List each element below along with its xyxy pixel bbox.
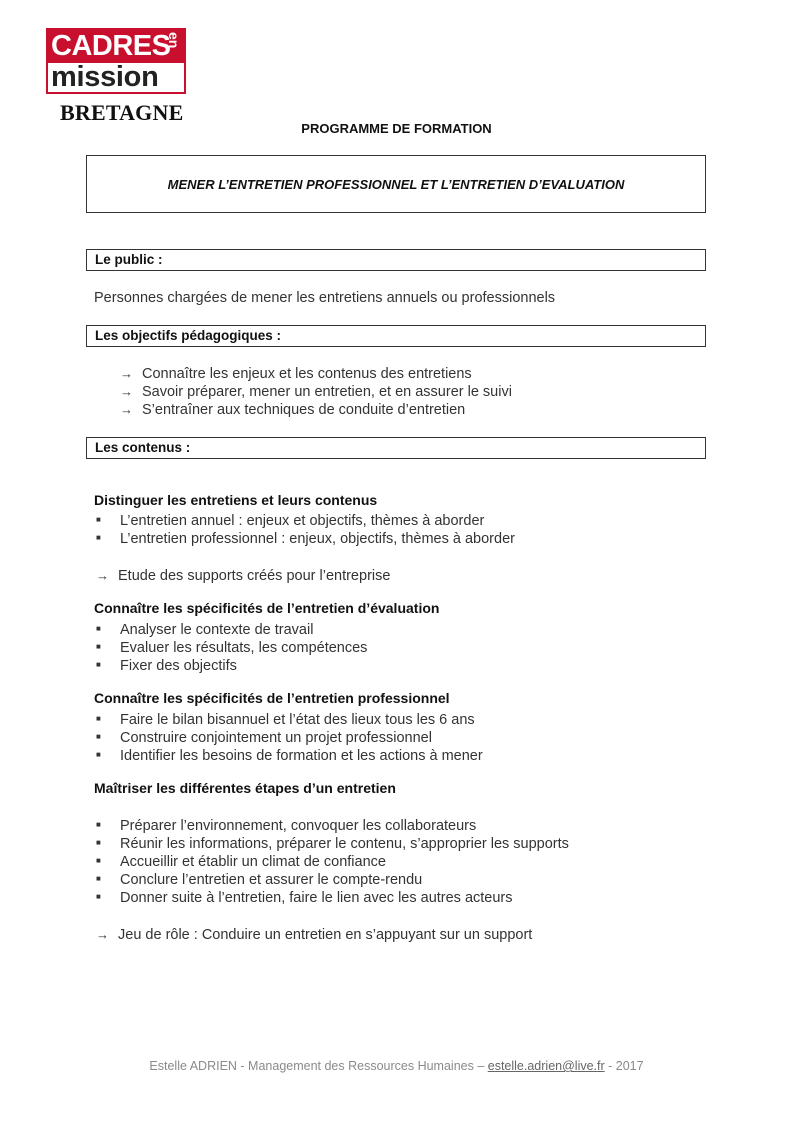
list-item: ■ Accueillir et établir un climat de confiance [96, 854, 386, 870]
arrow-note: → Jeu de rôle : Conduire un entretien en s’appuyant sur un support [96, 927, 533, 943]
bullet-icon: ■ [96, 713, 101, 723]
list-item: ■ Réunir les informations, préparer le contenu, s’approprier les supports [96, 836, 569, 852]
objective-item: → S’entraîner aux techniques de conduite d’entretien [120, 402, 466, 418]
list-item: ■ Analyser le contexte de travail [96, 622, 314, 638]
public-heading: Le public : [95, 252, 163, 267]
objective-item: → Savoir préparer, mener un entretien, et en assurer le suivi [120, 384, 512, 400]
bullet-icon: ■ [96, 514, 101, 524]
list-item: ■ L’entretien professionnel : enjeux, objectifs, thèmes à aborder [96, 531, 515, 547]
footer-suffix: - 2017 [604, 1059, 644, 1073]
bullet-icon: ■ [96, 641, 101, 651]
objective-item: → Connaître les enjeux et les contenus des entretiens [120, 366, 472, 382]
contents-heading-box [86, 437, 706, 459]
contents-heading: Les contenus : [95, 440, 191, 455]
bullet-icon: ■ [96, 837, 101, 847]
list-item: ■ Conclure l’entretien et assurer le compte-rendu [96, 872, 423, 888]
footer-prefix: Estelle ADRIEN - Management des Ressources Humaines – [149, 1059, 488, 1073]
footer-email-link[interactable]: estelle.adrien@live.fr [487, 1059, 605, 1073]
list-item: ■ L’entretien annuel : enjeux et objectifs, thèmes à aborder [96, 513, 485, 529]
course-title-box [86, 155, 706, 213]
list-item: ■ Donner suite à l’entretien, faire le lien avec les autres acteurs [96, 890, 513, 906]
list-item: ■ Faire le bilan bisannuel et l’état des lieux tous les 6 ans [96, 712, 475, 728]
objectives-heading-box [86, 325, 706, 347]
public-text: Personnes chargées de mener les entretiens annuels ou professionnels [94, 290, 556, 306]
bullet-icon: ■ [96, 873, 101, 883]
course-title: MENER L’ENTRETIEN PROFESSIONNEL ET L’ENTRETIEN D’EVALUATION [167, 176, 625, 192]
public-heading-box [86, 249, 706, 271]
bullet-icon: ■ [96, 891, 101, 901]
section1-title: Distinguer les entretiens et leurs contenus [94, 492, 378, 508]
bullet-icon: ■ [96, 623, 101, 633]
logo-bottom-text: mission [51, 61, 159, 93]
logo-region: BRETAGNE [60, 100, 184, 125]
objectives-heading: Les objectifs pédagogiques : [95, 328, 282, 343]
list-item: ■ Evaluer les résultats, les compétences [96, 640, 368, 656]
arrow-note: → Etude des supports créés pour l’entreprise [96, 568, 391, 584]
program-label: PROGRAMME DE FORMATION [301, 121, 492, 136]
list-item: ■ Construire conjointement un projet professionnel [96, 730, 432, 746]
bullet-icon: ■ [96, 532, 101, 542]
list-item: ■ Fixer des objectifs [96, 658, 237, 674]
list-item: ■ Identifier les besoins de formation et les actions à mener [96, 748, 483, 764]
section3-title: Connaître les spécificités de l’entretien professionnel [94, 690, 450, 706]
bullet-icon: ■ [96, 659, 101, 669]
logo-top-text: CADRES [51, 30, 171, 62]
section2-title: Connaître les spécificités de l’entretien d’évaluation [94, 600, 440, 616]
list-item: ■ Préparer l’environnement, convoquer les collaborateurs [96, 818, 477, 834]
logo [46, 28, 186, 94]
arrow-icon: → [120, 384, 133, 399]
logo-small-text: en [166, 32, 182, 49]
arrow-icon: → [96, 568, 109, 583]
bullet-icon: ■ [96, 731, 101, 741]
bullet-icon: ■ [96, 855, 101, 865]
section4-title: Maîtriser les différentes étapes d’un entretien [94, 780, 396, 796]
footer [0, 1059, 793, 1073]
arrow-icon: → [96, 927, 109, 942]
bullet-icon: ■ [96, 749, 101, 759]
bullet-icon: ■ [96, 819, 101, 829]
arrow-icon: → [120, 366, 133, 381]
arrow-icon: → [120, 402, 133, 417]
